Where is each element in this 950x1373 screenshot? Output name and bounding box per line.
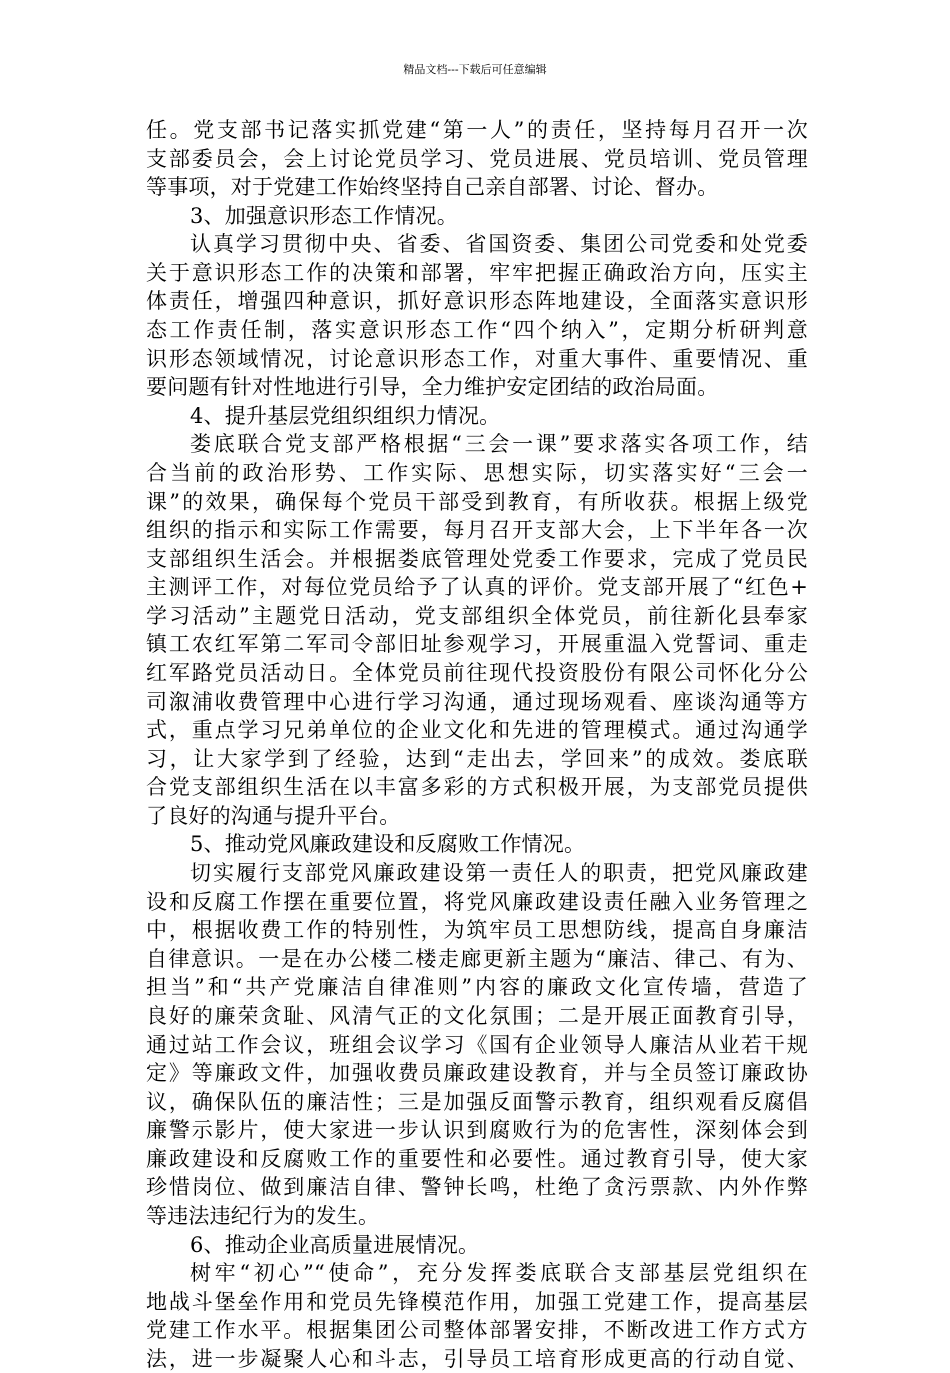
text-line: 红军路党员活动日。全体党员前往现代投资股份有限公司怀化分公 [146, 660, 808, 685]
text-line: 关于意识形态工作的决策和部署，牢牢把握正确政治方向，压实主 [146, 260, 808, 285]
text-line: 学习活动”主题党日活动，党支部组织全体党员，前往新化县奉家 [146, 603, 808, 628]
text-line: 组织的指示和实际工作需要，每月召开支部大会，上下半年各一次 [146, 518, 808, 543]
text-line: 任。党支部书记落实抓党建“第一人”的责任，坚持每月召开一次 [146, 118, 808, 142]
text-line: 良好的廉荣贪耻、风清气正的文化氛围；二是开展正面教育引导， [146, 1003, 808, 1028]
text-line: 镇工农红军第二军司令部旧址参观学习，开展重温入党誓词、重走 [146, 632, 808, 657]
text-line: 合当前的政治形势、工作实际、思想实际，切实落实好“三会一 [146, 460, 808, 485]
text-line: 党建工作水平。根据集团公司整体部署安排，不断改进工作方式方 [146, 1318, 808, 1343]
text-line: 树牢“初心”“使命”，充分发挥娄底联合支部基层党组织在 [190, 1261, 808, 1286]
text-line: 廉政建设和反腐败工作的重要性和必要性。通过教育引导，使大家 [146, 1146, 808, 1171]
text-line: 合党支部组织生活在以丰富多彩的方式积极开展，为支部党员提供 [146, 775, 808, 800]
text-line: 了良好的沟通与提升平台。 [146, 803, 401, 828]
text-line: 地战斗堡垒作用和党员先锋模范作用，加强工党建工作，提高基层 [146, 1289, 808, 1314]
text-line: 支部委员会，会上讨论党员学习、党员进展、党员培训、党员管理 [146, 146, 808, 171]
text-line: 议，确保队伍的廉洁性；三是加强反面警示教育，组织观看反腐倡 [146, 1089, 808, 1114]
text-line: 切实履行支部党风廉政建设第一责任人的职责，把党风廉政建 [190, 861, 808, 886]
text-line: 态工作责任制，落实意识形态工作“四个纳入”，定期分析研判意 [146, 318, 808, 343]
text-line: 等违法违纪行为的发生。 [146, 1203, 380, 1228]
text-line: 支部组织生活会。并根据娄底管理处党委工作要求，完成了党员民 [146, 546, 808, 571]
text-line: 中，根据收费工作的特别性，为筑牢员工思想防线，提高自身廉洁 [146, 918, 808, 943]
text-line: 自律意识。一是在办公楼二楼走廊更新主题为“廉洁、律己、有为、 [146, 946, 808, 971]
text-line: 课”的效果，确保每个党员干部受到教育，有所收获。根据上级党 [146, 489, 808, 514]
text-line: 识形态领域情况，讨论意识形态工作，对重大事件、重要情况、重 [146, 346, 808, 371]
text-line: 6、推动企业高质量进展情况。 [190, 1232, 480, 1257]
document-body [146, 116, 808, 1373]
page-header: 精品文档---下载后可任意编辑 [403, 63, 547, 76]
text-line: 3、加强意识形态工作情况。 [190, 203, 458, 228]
text-line: 体责任，增强四种意识，抓好意识形态阵地建设，全面落实意识形 [146, 289, 808, 314]
text-line: 担当”和“共产党廉洁自律准则”内容的廉政文化宣传墙，营造了 [146, 975, 808, 1000]
text-line: 通过站工作会议，班组会议学习《国有企业领导人廉洁从业若干规 [146, 1032, 808, 1057]
text-line: 法，进一步凝聚人心和斗志，引导员工培育形成更高的行动自觉、 [146, 1346, 808, 1371]
text-line: 5、推动党风廉政建设和反腐败工作情况。 [190, 832, 586, 857]
text-line: 要问题有针对性地进行引导，全力维护安定团结的政治局面。 [146, 375, 719, 400]
text-line: 主测评工作，对每位党员给予了认真的评价。党支部开展了“红色+ [146, 575, 808, 600]
text-line: 司溆浦收费管理中心进行学习沟通，通过现场观看、座谈沟通等方 [146, 689, 808, 714]
text-line: 4、提升基层党组织组织力情况。 [190, 403, 501, 428]
text-line: 认真学习贯彻中央、省委、省国资委、集团公司党委和处党委 [190, 232, 808, 257]
text-line: 式，重点学习兄弟单位的企业文化和先进的管理模式。通过沟通学 [146, 718, 808, 743]
text-line: 设和反腐工作摆在重要位置，将党风廉政建设责任融入业务管理之 [146, 889, 808, 914]
text-line: 习，让大家学到了经验，达到“走出去，学回来”的成效。娄底联 [146, 746, 808, 771]
text-line: 等事项，对于党建工作始终坚持自己亲自部署、讨论、督办。 [146, 175, 719, 200]
text-line: 娄底联合党支部严格根据“三会一课”要求落实各项工作，结 [190, 432, 808, 457]
text-line: 廉警示影片，使大家进一步认识到腐败行为的危害性，深刻体会到 [146, 1118, 808, 1143]
text-line: 珍惜岗位、做到廉洁自律、警钟长鸣，杜绝了贪污票款、内外作弊 [146, 1175, 808, 1200]
text-line: 定》等廉政文件，加强收费员廉政建设教育，并与全员签订廉政协 [146, 1061, 808, 1086]
